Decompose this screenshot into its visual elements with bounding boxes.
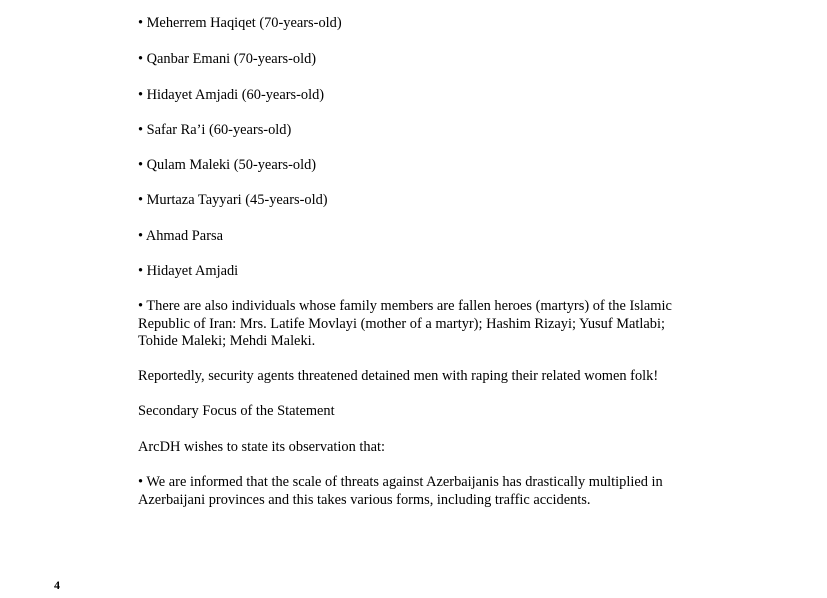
list-item: • Meherrem Haqiqet (70-years-old) <box>138 15 342 31</box>
list-item: • Ahmad Parsa <box>138 228 223 244</box>
page-number: 4 <box>54 578 60 592</box>
list-item: • Hidayet Amjadi <box>138 263 239 279</box>
list-item: • Qanbar Emani (70-years-old) <box>138 51 317 67</box>
list-item: • Murtaza Tayyari (45-years-old) <box>138 192 328 208</box>
list-item: • Qulam Maleki (50-years-old) <box>138 157 317 173</box>
observation-intro: ArcDH wishes to state its observation that: <box>138 439 385 455</box>
threat-report-paragraph: Reportedly, security agents threatened detained men with raping their related women folk! <box>138 368 659 384</box>
list-item: • Safar Ra’i (60-years-old) <box>138 122 292 138</box>
section-heading: Secondary Focus of the Statement <box>138 403 335 419</box>
list-item: • Hidayet Amjadi (60-years-old) <box>138 87 325 103</box>
martyr-families-paragraph: • There are also individuals whose family members are fallen heroes (martyrs) of the Islamic Republic of Iran: Mrs. Latife Movlayi (mother of a martyr); Hashim Rizayi; Yusuf Matlabi; Tohide Maleki; Mehdi Maleki. <box>138 298 672 349</box>
list-item: • We are informed that the scale of threats against Azerbaijanis has drastically multiplied in Azerbaijani provinces and this takes various forms, including traffic accidents. <box>138 474 663 508</box>
